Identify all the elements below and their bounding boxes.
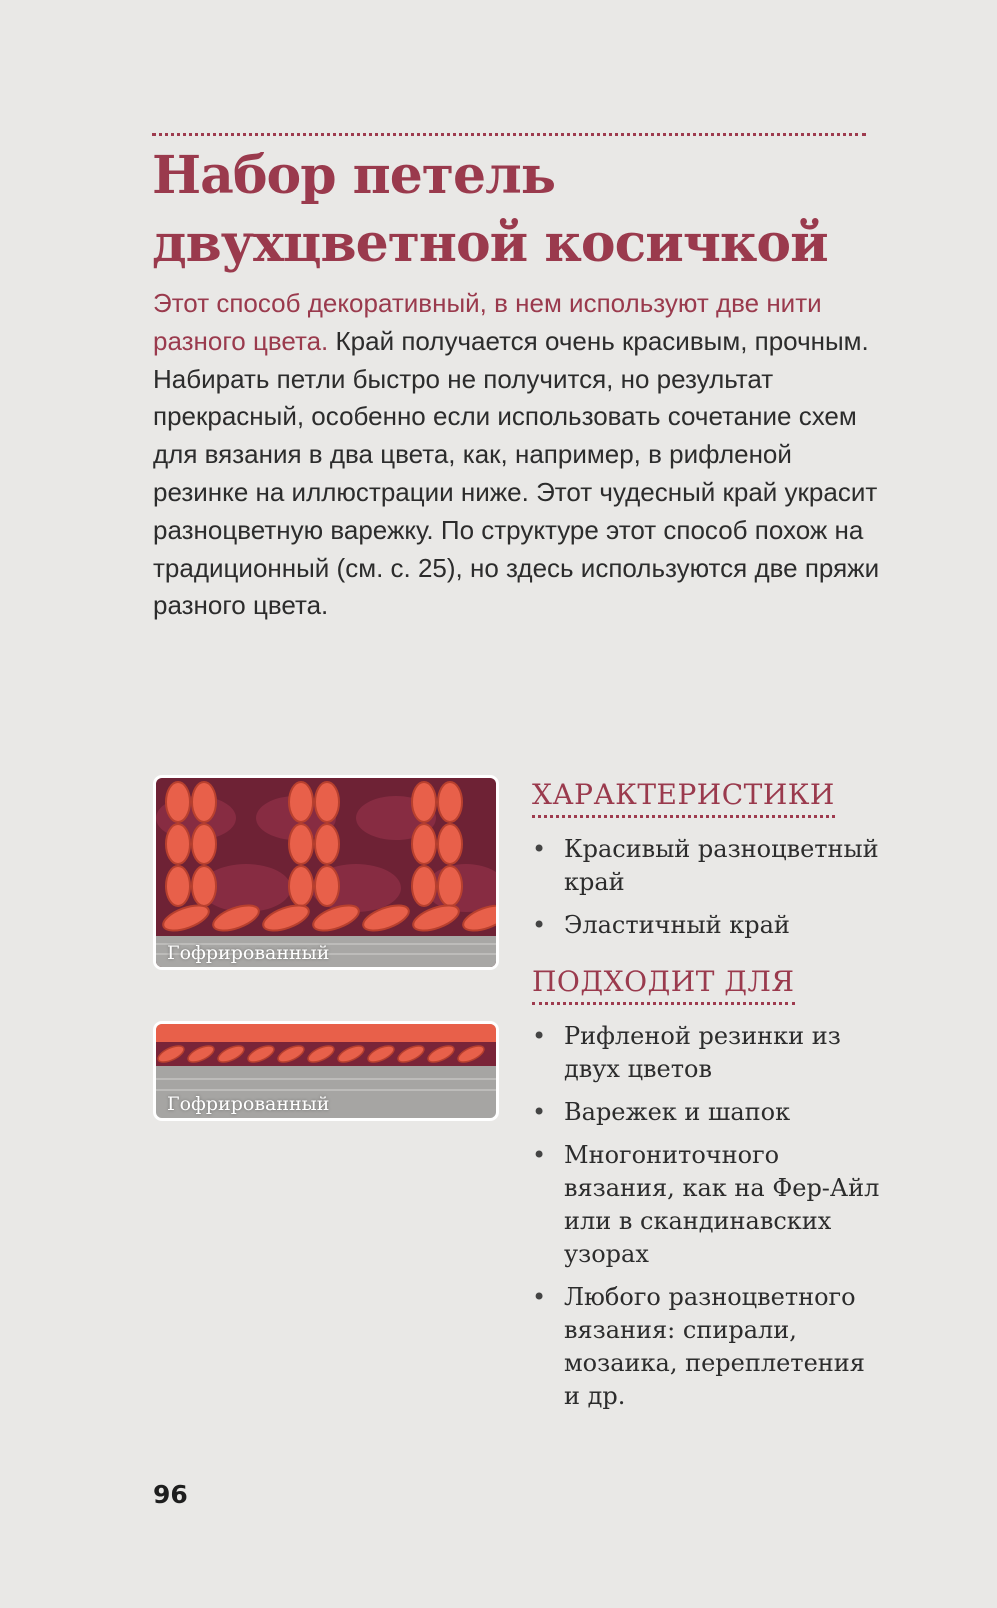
intro-paragraph — [153, 285, 888, 625]
characteristics-list — [532, 833, 882, 952]
intro-body: Край получается очень красивым, прочным. Набирать петли быстро не получится, но результат прекрасный, особенно если использовать сочетание схем для вязания в два цвета, как, например, в рифленой резинке на иллюстрации ниже. Этот чудесный край украсит разноцветную варежку. По структуре этот способ похож на традиционный (см. с. 25), но здесь используются две пряжи разного цвета. — [153, 325, 880, 621]
swatch-caption: Гофрированный — [167, 942, 330, 964]
list-item: • Варежек и шапок — [532, 1096, 882, 1129]
list-item: • Любого разноцветного вязания: спирали, мозаика, переплетения и др. — [532, 1281, 882, 1413]
list-item: • Рифленой резинки из двух цветов — [532, 1020, 882, 1086]
swatch-photo-small — [153, 1021, 499, 1121]
characteristics-heading: ХАРАКТЕРИСТИКИ — [532, 777, 835, 818]
list-item: • Многониточного вязания, как на Фер-Айл или в скандинавских узорах — [532, 1139, 882, 1271]
intro-lead: Этот способ декоративный, в нем используют две нити разного цвета. — [153, 288, 822, 356]
suitable-for-list — [532, 1020, 882, 1423]
knit-texture-large — [156, 778, 496, 967]
page-title: Набор петель двухцветной косичкой — [152, 145, 828, 274]
swatch-caption: Гофрированный — [167, 1093, 330, 1115]
swatch-photo-large — [153, 775, 499, 970]
top-dotted-rule — [152, 133, 866, 136]
list-item: • Эластичный край — [532, 909, 882, 942]
page-number: 96 — [153, 1480, 188, 1509]
list-item: • Красивый разноцветный край — [532, 833, 882, 899]
suitable-for-heading: ПОДХОДИТ ДЛЯ — [532, 964, 795, 1005]
